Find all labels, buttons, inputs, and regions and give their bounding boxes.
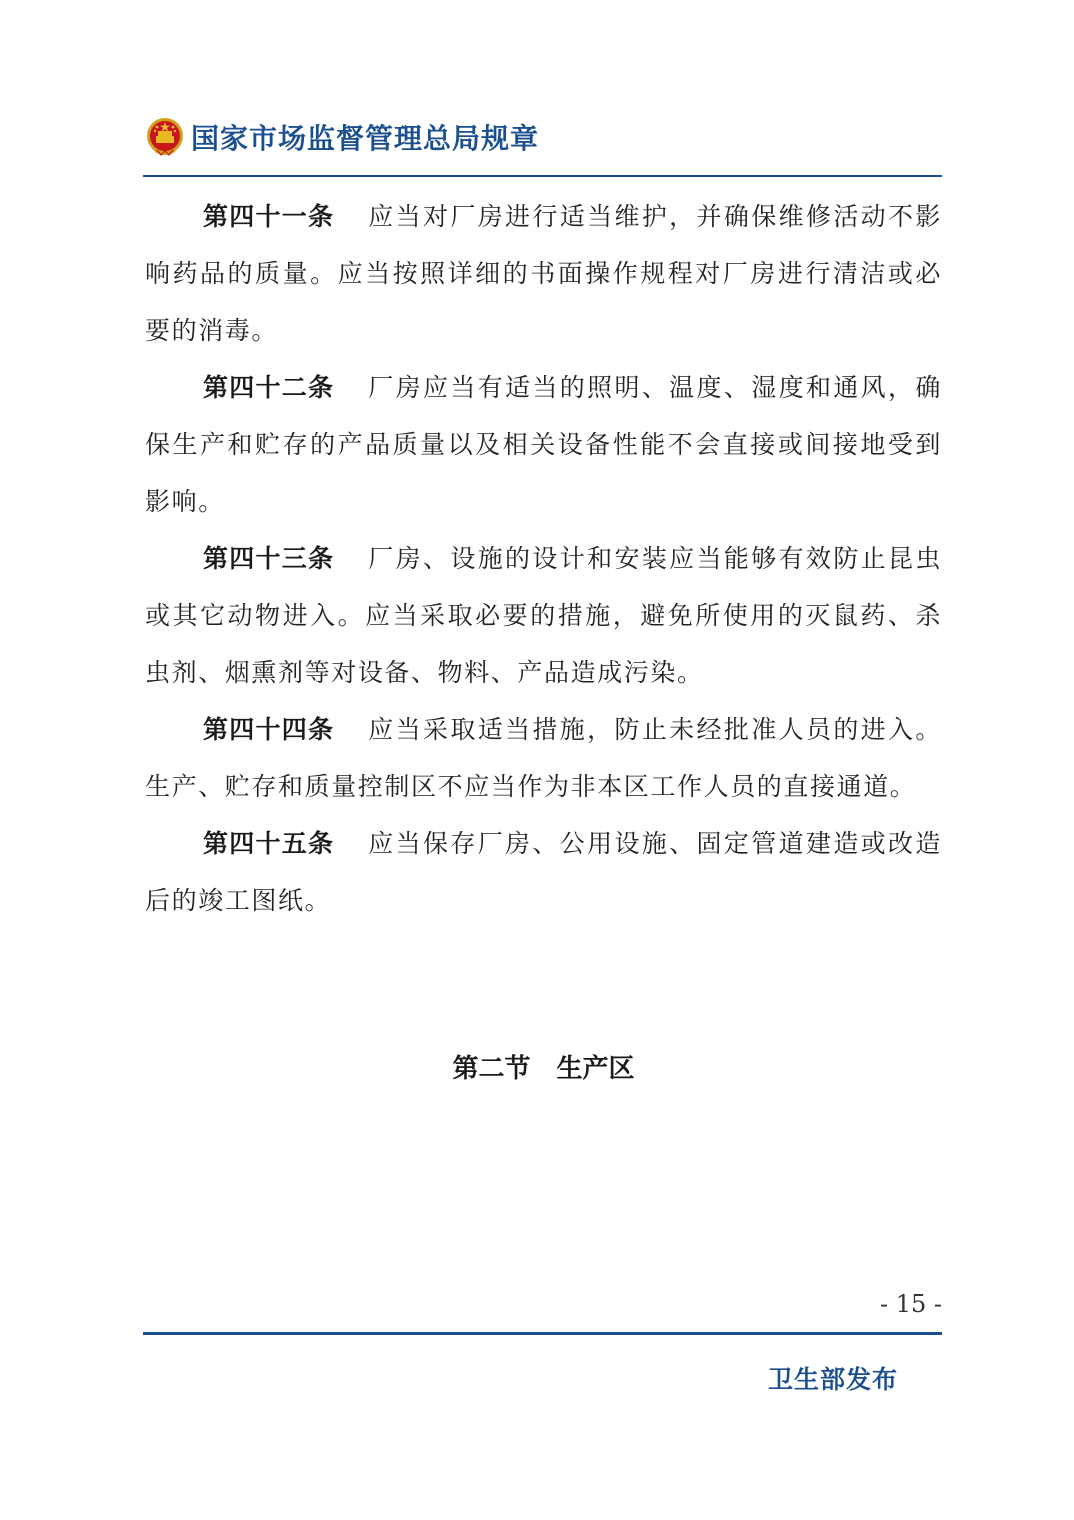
header-title: 国家市场监督管理总局规章 [191, 122, 540, 155]
article-text: 应当保存厂房、公用设施、固定管道建造或改造后的竣工图纸。 [145, 829, 942, 915]
article-text: 应当对厂房进行适当维护，并确保维修活动不影响药品的质量。应当按照详细的书面操作规程对厂房进行清洁或必要的消毒。 [145, 202, 942, 345]
page-number: - 15 - [879, 1290, 942, 1318]
article-42 [145, 359, 942, 530]
article-number: 第四十五条 [203, 829, 335, 858]
national-emblem-icon [145, 116, 185, 158]
articles-body [145, 188, 942, 929]
article-44 [145, 701, 942, 815]
article-43 [145, 530, 942, 701]
article-number: 第四十二条 [203, 373, 335, 402]
article-text: 厂房应当有适当的照明、温度、湿度和通风，确保生产和贮存的产品质量以及相关设备性能不会直接或间接地受到影响。 [145, 373, 942, 516]
article-number: 第四十一条 [203, 202, 335, 231]
article-41 [145, 188, 942, 359]
page-header [145, 112, 942, 162]
article-number: 第四十三条 [203, 544, 335, 573]
article-45 [145, 815, 942, 929]
article-number: 第四十四条 [203, 715, 335, 744]
header-rule [143, 175, 942, 177]
section-heading: 第二节 生产区 [452, 1054, 635, 1084]
footer-rule [143, 1332, 942, 1335]
article-text: 厂房、设施的设计和安装应当能够有效防止昆虫或其它动物进入。应当采取必要的措施，避免所使用的灭鼠药、杀虫剂、烟熏剂等对设备、物料、产品造成污染。 [145, 544, 942, 687]
article-text: 应当采取适当措施，防止未经批准人员的进入。生产、贮存和质量控制区不应当作为非本区工作人员的直接通道。 [145, 715, 942, 801]
footer-publisher: 卫生部发布 [767, 1365, 898, 1394]
